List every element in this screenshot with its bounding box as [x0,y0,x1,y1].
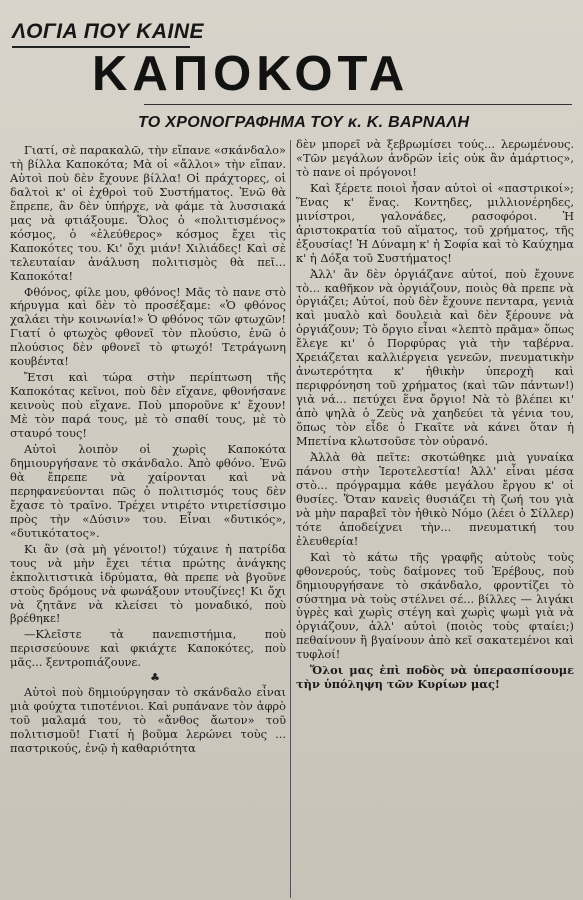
left-column [10,144,286,756]
paragraph: Ἔτσι καὶ τώρα στὴν περίπτωση τῆς Καποκότας κεῖνοι, ποὺ δὲν εἴχανε, φθονήσανε κεινοὺς ποὺ εἴχανε. Ποὺ μποροῦνε κ' ἔχουν! Μὲ τὸν παρά τους, μὲ τὸ σπαθί τους, μὲ τὸ σταυρό τους! [10,370,286,441]
right-column [296,138,574,692]
paragraph: Ἀλλὰ θὰ πεῖτε: σκοτώθηκε μιὰ γυναίκα πάνου στὴν Ἱεροτελεστία! Ἀλλ' εἶναι μέσα στὸ... πρόγραμμα κάθε μεγάλου ἔργου κ' οἱ θυσίες. Ὅταν κανεὶς θυσιάζει τὴ ζωή του γιὰ νὰ μὴν παραβεῖ τὸν ἠθικὸ Νόμο (λέει ὁ Σίλλερ) τότε ἀποδείχνει τὴν... πνευματική του ἐλευθερία! [296,449,574,548]
paragraph: —Κλεῖστε τὰ πανεπιστήμια, ποὺ περισσεύουνε καὶ φκιάχτε Καποκότες, ποὺ μᾶς... ξεντροπιάζουνε. [10,627,286,670]
column-divider [290,140,291,898]
paragraph: Καὶ τὸ κάτω τῆς γραφῆς αὐτοὺς τοὺς φθονερούς, τοὺς δαίμονες τοῦ Ἐρέβους, ποὺ δημιουργήσανε τὸ σκάνδαλο, φροντίζει τὸ σύστημα νὰ τοὺς στέλνει σέ... βίλλες — λιγάκι ὑγρὲς καὶ χωρὶς στέγη καὶ χωρὶς ψωμὶ γιὰ νὰ ὀργιάζουν, ἀλλ' αὐτοὶ (ποιὸς τοὺς φταίει;) πεθαίνουν ἢ βγαίνουν ἀπὸ κεῖ σακατεμένοι καὶ τυφλοί! [296,549,574,662]
subtitle-rule [144,104,572,105]
paragraph: Ἀλλ' ἂν δὲν ὀργιάζανε αὐτοί, ποὺ ἔχουνε τὸ... καθῆκον νὰ ὀργιάζουν, ποιὸς θὰ πρεπε νὰ ὀργιάζει; Αὐτοί, ποὺ δὲν ἔχουνε πενταρα, γενιὰ καὶ μυαλὸ καὶ δουλειὰ καὶ δὲν ξέρουνε νὰ ὀργιάζουν; Τὸ ὄργιο εἶναι «λεπτὸ πρᾶμα» ὅπως ἔλεγε κι' ὁ Πορφύρας γιὰ τὴν ταβέρνα. Χρειάζεται καλλιέργεια γενεῶν, πνευματικὴν ἀνωτερότητα κ' ἠθικὴν ὑπεροχὴ καὶ περιφρόνηση τοῦ χρήματος (καὶ τῶν πάντων!) γιὰ νά... πετύχει ἕνα ὄργιο! Νὰ τὸ βλέπει κι' ἀπὸ ψηλὰ ὁ Ζεὺς νὰ χαηδεύει τὰ γένια του, ὅπως τὸν εἶδε ὁ Γκαῖτε νὰ κάνει ὅταν ἡ Μπετίνα κλωτσοῦσε τὸν οὐρανό. [296,266,574,449]
closing-paragraph: Ὅλοι μας ἐπὶ ποδὸς νὰ ὑπερασπίσουμε τὴν ὑπόληψη τῶν Κυρίων μας! [296,663,574,692]
section-break-mark: ♣ [150,671,160,685]
paragraph: Κι ἂν (σὰ μὴ γένοιτο!) τύχαινε ἡ πατρίδα τους νὰ μὴν ἔχει τέτια πρώτης ἀνάγκης ἐκπολιτιστικὰ ἱδρύματα, θὰ πρεπε νὰ βγοῦνε στοὺς δρόμους νὰ φωνάξουν ντουζίνες! Κι ὄχι νὰ ζητᾶνε νὰ κλείσει τὸ μοναδικό, ποὺ βρέθηκε! [10,541,286,626]
paragraph: Καὶ ξέρετε ποιοὶ ἦσαν αὐτοὶ οἱ «παστρικοί»; Ἕνας κ' ἕνας. Κοντηδες, μιλλιονέρηδες, μινίστροι, γαλονάδες, ρασοφόροι. Ἡ ἀριστοκρατία τοῦ αἵματος, τοῦ χρήματος, τῆς ἐξουσίας! Ἡ Δύναμη κ' ἡ Σοφία καὶ τὸ Καύχημα κ' ἡ Δόξα τοῦ Συστήματος! [296,180,574,265]
paragraph: Γιατί, σὲ παρακαλῶ, τὴν εἴπανε «σκάνδαλο» τὴ βίλλα Καποκότα; Μὰ οἱ «ἄλλοι» τὴν εἴπαν. Αὐτοὶ ποὺ δὲν ἔχουνε βίλλα! Οἱ πράχτορες, οἱ δαλτοὶ κ' οἱ ἐχθροὶ τοῦ Συστήματος. Ἐνῶ θὰ ἔπρεπε, ἂν δὲν ὑπήρχε, νὰ φάμε τὰ λυσσιακά μας νὰ φτιάξουμε. Ὅλος ὁ «πολιτισμένος» κόσμος, ὁ «ἐλεύθερος» κόσμος ἔχει τὶς Καποκότες του. Κι' ὄχι μιάν! Χιλιάδες! Καὶ σὲ τελευταίαν ἀνάλυση πολιτισμὸς θὰ πεῖ... Καποκότα! [10,143,286,283]
paragraph: Αὐτοὶ λοιπὸν οἱ χωρὶς Καποκότα δημιουργήσανε τὸ σκάνδαλο. Ἀπὸ φθόνο. Ἐνῶ θὰ ἔπρεπε νὰ χαίρονται καὶ νὰ περηφανεύονται πῶς ὁ πολιτισμός τους δὲν ἔχασε τὸ τραῖνο. Τρέχει ντιρέτο ντιρετίσσιμο πρὸς τὴν «Δύσιν» του. Εἶναι «δυτικός», «δυτικότατος». [10,442,286,540]
column-kicker: ΛΟΓΙΑ ΠΟΥ ΚΑΙΝΕ [12,20,205,43]
headline: ΚΑΠΟΚΟΤΑ [92,47,410,101]
paragraph: δὲν μπορεῖ νὰ ξεβρωμίσει τούς... λερωμένους. «Τῶν μεγάλων ἀνδρῶν ἰεἰς οὐκ ἂν ἁμάρτιος», τὸ πανε οἱ πρόγονοι! [296,137,574,179]
subtitle: ΤΟ ΧΡΟΝΟΓΡΑΦΗΜΑ ΤΟΥ κ. Κ. ΒΑΡΝΑΛΗ [138,114,470,131]
paragraph: Αὐτοὶ ποὺ δημιούργησαν τὸ σκάνδαλο εἶναι μιὰ φούχτα τιποτένιοι. Καὶ ρυπάνανε τὸν ἀφρὸ τοῦ μαλαμά του, τὸ «ἄνθος ἄωτον» τοῦ πολιτισμοῦ! Γιατί ἡ βοῦμα λερώνει τοὺς ... παστρικούς, ἐνῷ ἡ καθαριότητα [10,685,286,756]
paragraph: Φθόνος, φίλε μου, φθόνος! Μᾶς τὸ πανε στὸ κήρυγμα καὶ δὲν τὸ προσέξαμε: «Ὁ φθόνος χαλάει τὴν κοινωνία!» Ὁ φθόνος τῶν φτωχῶν! Γιατί ὁ φτωχὸς φθονεῖ τὸν πλούσιο, ἐνῶ ὁ πλούσιος δὲν φθονεῖ τὸ φτωχό! Τετράγωνη κουβέντα! [10,284,286,369]
